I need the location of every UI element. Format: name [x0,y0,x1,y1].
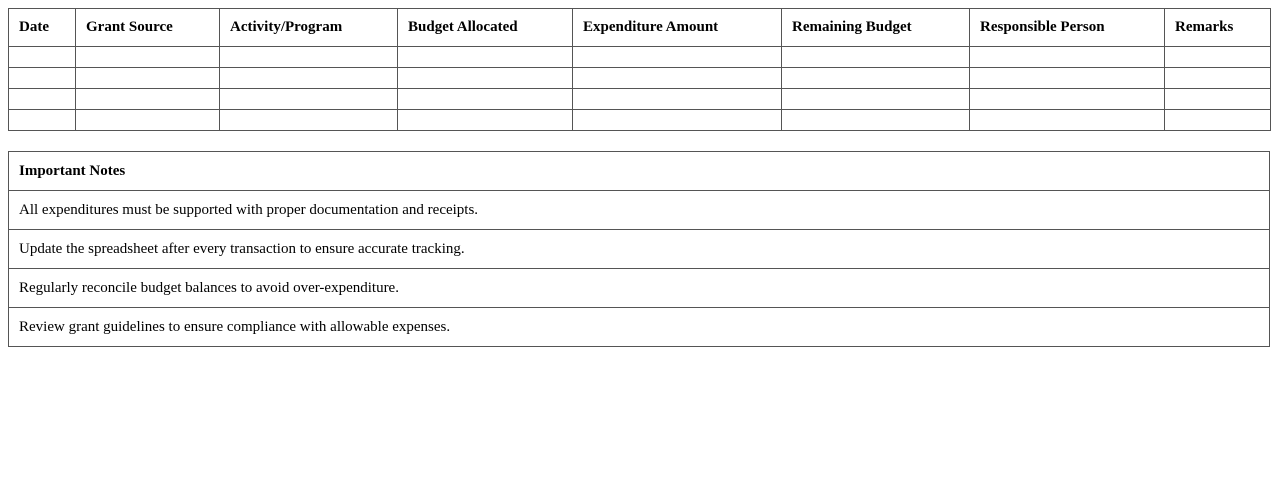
table-row [9,89,1271,110]
note-row [9,269,1270,308]
table-cell[interactable] [76,47,220,68]
table-cell[interactable] [782,89,970,110]
header-date: Date [9,9,76,47]
table-cell[interactable] [9,68,76,89]
important-notes-table [8,151,1270,347]
table-cell[interactable] [970,68,1165,89]
table-cell[interactable] [782,68,970,89]
table-cell[interactable] [9,110,76,131]
note-item: Review grant guidelines to ensure compliance with allowable expenses. [9,308,1270,347]
header-expenditure-amount: Expenditure Amount [573,9,782,47]
header-remaining-budget: Remaining Budget [782,9,970,47]
table-cell[interactable] [970,89,1165,110]
note-item: Regularly reconcile budget balances to avoid over-expenditure. [9,269,1270,308]
table-cell[interactable] [220,89,398,110]
table-cell[interactable] [398,110,573,131]
table-cell[interactable] [76,89,220,110]
table-row [9,110,1271,131]
table-cell[interactable] [1165,89,1271,110]
header-remarks: Remarks [1165,9,1271,47]
table-cell[interactable] [782,47,970,68]
table-cell[interactable] [398,68,573,89]
table-cell[interactable] [573,110,782,131]
table-cell[interactable] [220,68,398,89]
table-cell[interactable] [220,110,398,131]
header-grant-source: Grant Source [76,9,220,47]
table-row [9,47,1271,68]
note-item: All expenditures must be supported with proper documentation and receipts. [9,191,1270,230]
budget-tracker-table [8,8,1271,131]
table-cell[interactable] [76,110,220,131]
table-cell[interactable] [9,89,76,110]
header-activity-program: Activity/Program [220,9,398,47]
note-item: Update the spreadsheet after every transaction to ensure accurate tracking. [9,230,1270,269]
notes-header-row [9,152,1270,191]
header-budget-allocated: Budget Allocated [398,9,573,47]
table-cell[interactable] [573,89,782,110]
table-cell[interactable] [573,68,782,89]
table-cell[interactable] [9,47,76,68]
note-row [9,308,1270,347]
table-cell[interactable] [970,47,1165,68]
document [8,8,1270,347]
table-cell[interactable] [220,47,398,68]
header-responsible-person: Responsible Person [970,9,1165,47]
table-cell[interactable] [398,47,573,68]
table-header-row [9,9,1271,47]
table-cell[interactable] [398,89,573,110]
table-cell[interactable] [1165,68,1271,89]
table-cell[interactable] [573,47,782,68]
table-cell[interactable] [970,110,1165,131]
table-cell[interactable] [1165,47,1271,68]
notes-title: Important Notes [9,152,1270,191]
table-cell[interactable] [782,110,970,131]
table-cell[interactable] [76,68,220,89]
table-cell[interactable] [1165,110,1271,131]
note-row [9,230,1270,269]
note-row [9,191,1270,230]
table-row [9,68,1271,89]
